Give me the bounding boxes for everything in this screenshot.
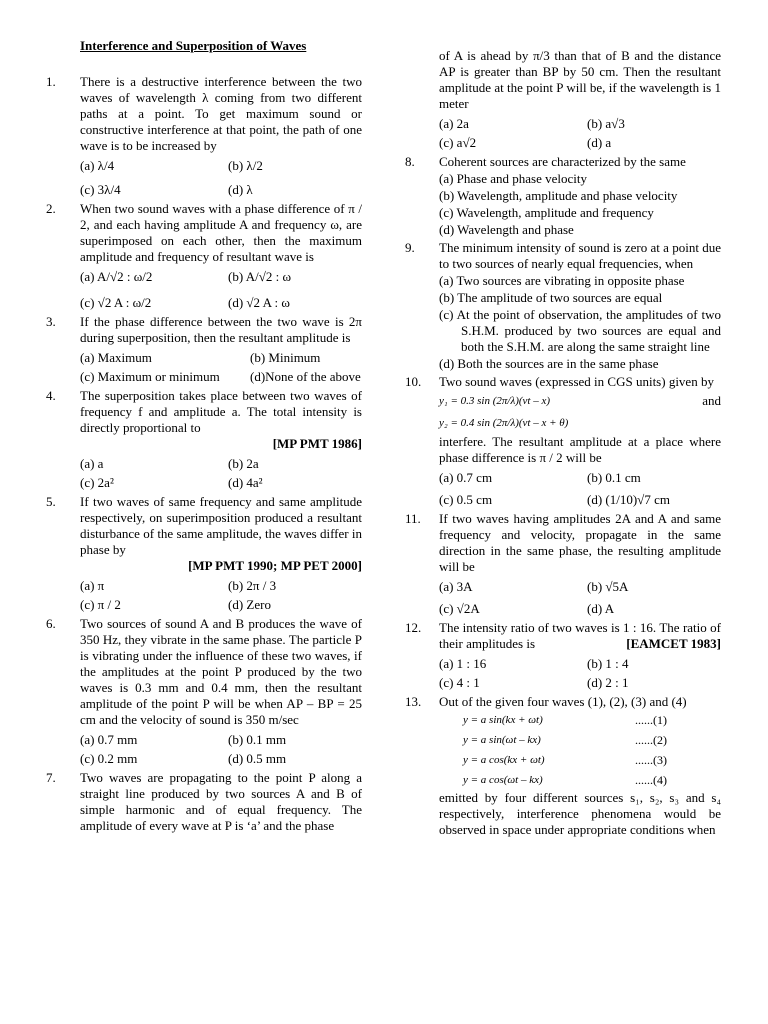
option-b: (b) a√3 (587, 116, 625, 131)
page-title: Interference and Superposition of Waves (80, 38, 307, 53)
equation: y = a cos(kx + ωt) (463, 754, 545, 766)
option-d: (d) √2 A : ω (228, 295, 290, 310)
question-text: The superposition takes place between two waves of frequency f and amplitude a. The total intensity is directly proportional to (80, 388, 362, 435)
equation-label: ......(4) (635, 773, 667, 787)
question-number: 2. (46, 201, 56, 216)
question-2 (46, 201, 362, 311)
option-c: (c) √2A (439, 601, 480, 616)
right-column (405, 48, 721, 840)
option-a: (a) 1 : 16 (439, 656, 487, 671)
conjunction-text: and (702, 393, 721, 408)
option-b: (b) λ/2 (228, 158, 263, 173)
option-a: (a) π (80, 578, 105, 593)
option-b: (b) 1 : 4 (587, 656, 629, 671)
question-text-continued: emitted by four different sources s₁, s₂, s₃ and s₄ respectively, interference phenomena would be observed in space under appropriate conditions when (439, 790, 721, 837)
question-number: 5. (46, 494, 56, 509)
question-3 (46, 314, 362, 385)
question-number: 11. (405, 511, 421, 526)
equation-label: ......(1) (635, 713, 667, 727)
option-d: (d) a (587, 135, 612, 150)
question-number: 4. (46, 388, 56, 403)
option-a: (a) Two sources are vibrating in opposite phase (439, 273, 685, 288)
question-number: 8. (405, 154, 415, 169)
option-a: (a) 0.7 cm (439, 470, 493, 485)
question-number: 9. (405, 240, 415, 255)
option-b: (b) Minimum (250, 350, 321, 365)
option-d: (d) 2 : 1 (587, 675, 629, 690)
option-c: (c) 0.2 mm (80, 751, 138, 766)
option-c: (c) π / 2 (80, 597, 121, 612)
option-c: (c) √2 A : ω/2 (80, 295, 152, 310)
question-text: When two sound waves with a phase difference of π / 2, and each having amplitude A and frequency ω, are superimposed on each other, then the maximum amplitude and frequency of resultant wave is (80, 201, 362, 264)
option-d: (d) Wavelength and phase (439, 222, 574, 237)
equation: y = a sin(kx + ωt) (463, 714, 543, 726)
option-c: (c) a√2 (439, 135, 477, 150)
option-d: (d) 4a² (228, 475, 263, 490)
question-13 (405, 694, 721, 838)
option-b: (b) 2π / 3 (228, 578, 277, 593)
question-5 (46, 494, 362, 613)
option-d: (d) Zero (228, 597, 271, 612)
option-a: (a) 3A (439, 579, 473, 594)
question-number: 13. (405, 694, 422, 709)
equation-y1: y₁ = 0.3 sin (2π/λ)(vt – x) (439, 395, 551, 407)
option-c: (c) Wavelength, amplitude and frequency (439, 205, 654, 220)
equation-y2: y₂ = 0.4 sin (2π/λ)(vt – x + θ) (439, 417, 569, 429)
question-text: If the phase difference between the two wave is 2π during superposition, then the resultant amplitude is (80, 314, 362, 345)
question-text-continued: of A is ahead by π/3 than that of B and the distance AP is greater than BP by 50 cm. Then the resultant amplitude at the point P will be, if the wavelength is 1 meter (439, 48, 721, 111)
exam-reference: [EAMCET 1983] (626, 636, 721, 651)
wave-equation-2 (463, 730, 721, 750)
option-d: (d)None of the above (250, 369, 361, 384)
option-c: (c) Maximum or minimum (80, 369, 220, 384)
question-text: The minimum intensity of sound is zero at a point due to two sources of nearly equal frequencies, when (439, 240, 721, 271)
question-text-continued: interfere. The resultant amplitude at a place where phase difference is π / 2 will be (439, 434, 721, 465)
option-b: (b) 0.1 mm (228, 732, 287, 747)
option-a: (a) λ/4 (80, 158, 115, 173)
question-text: Two waves are propagating to the point P along a straight line produced by two sources A and B of simple harmonic and of equal frequency. The amplitude of every wave at P is ‘a’ and the phase (80, 770, 362, 833)
option-a: (a) Maximum (80, 350, 152, 365)
exam-reference: [MP PMT 1990; MP PET 2000] (188, 558, 362, 573)
exam-reference: [MP PMT 1986] (272, 436, 362, 451)
option-a: (a) Phase and phase velocity (439, 171, 588, 186)
option-b: (b) √5A (587, 579, 629, 594)
question-10 (405, 374, 721, 508)
option-d: (d) λ (228, 182, 253, 197)
question-6 (46, 616, 362, 767)
wave-equation-4 (463, 770, 721, 790)
option-b: (b) The amplitude of two sources are equal (439, 290, 663, 305)
option-c: (c) 0.5 cm (439, 492, 493, 507)
option-c: (c) 4 : 1 (439, 675, 480, 690)
question-4 (46, 388, 362, 491)
question-text: Coherent sources are characterized by the same (439, 154, 686, 169)
question-text: There is a destructive interference between the two waves of wavelength λ coming from two different paths at a point. To get maximum sound or constructive interference at that point, the path of one wave is to be increased by (80, 74, 362, 153)
option-b: (b) 2a (228, 456, 259, 471)
option-a: (a) A/√2 : ω/2 (80, 269, 153, 284)
question-1 (46, 74, 362, 198)
option-a: (a) a (80, 456, 104, 471)
question-number: 6. (46, 616, 56, 631)
wave-equation-1 (463, 710, 721, 730)
option-a: (a) 0.7 mm (80, 732, 138, 747)
option-b: (b) Wavelength, amplitude and phase velocity (439, 188, 678, 203)
question-text: If two waves of same frequency and same amplitude respectively, on superimposition produced a resultant disturbance of the same amplitude, the waves differ in phase by (80, 494, 362, 557)
question-text: Two sources of sound A and B produces the wave of 350 Hz, they vibrate in the same phase. The particle P is vibrating under the influence of these two waves, if the amplitudes at the point P produced by the two waves is 0.3 mm and 0.4 mm, then the resultant amplitude of the point P will be when AP – BP = 25 cm and the velocity of sound is 350 m/sec (80, 616, 362, 727)
question-text: If two waves having amplitudes 2A and A and same frequency and velocity, propagate in the same direction in the same phase, the resulting amplitude will be (439, 511, 721, 574)
question-8 (405, 154, 721, 238)
wave-equation-3 (463, 750, 721, 770)
question-number: 7. (46, 770, 56, 785)
left-column (46, 38, 362, 836)
question-number: 3. (46, 314, 56, 329)
option-c: (c) At the point of observation, the amplitudes of two S.H.M. produced by two sources are equal and both the S.H.M. are along the same straight line (439, 307, 721, 354)
option-c: (c) 2a² (80, 475, 114, 490)
question-text: Two sound waves (expressed in CGS units) given by (439, 374, 714, 389)
question-7 (46, 770, 362, 834)
question-text: Out of the given four waves (1), (2), (3) and (4) (439, 694, 687, 709)
question-7-continued (405, 48, 721, 151)
question-text: The intensity ratio of two waves is 1 : 16. The ratio of their amplitudes is (439, 620, 721, 651)
question-11 (405, 511, 721, 617)
option-d: (d) (1/10)√7 cm (587, 492, 670, 507)
option-a: (a) 2a (439, 116, 469, 131)
option-b: (b) A/√2 : ω (228, 269, 291, 284)
question-number: 12. (405, 620, 422, 635)
option-b: (b) 0.1 cm (587, 470, 641, 485)
question-number: 1. (46, 74, 56, 89)
equation-label: ......(3) (635, 753, 667, 767)
option-d: (d) A (587, 601, 615, 616)
question-number: 10. (405, 374, 422, 389)
equation-label: ......(2) (635, 733, 667, 747)
equation: y = a cos(ωt – kx) (463, 774, 543, 786)
option-d: (d) 0.5 mm (228, 751, 287, 766)
option-d: (d) Both the sources are in the same phase (439, 356, 659, 371)
option-c: (c) 3λ/4 (80, 182, 121, 197)
question-12 (405, 620, 721, 691)
equation: y = a sin(ωt – kx) (463, 734, 541, 746)
question-9 (405, 240, 721, 372)
